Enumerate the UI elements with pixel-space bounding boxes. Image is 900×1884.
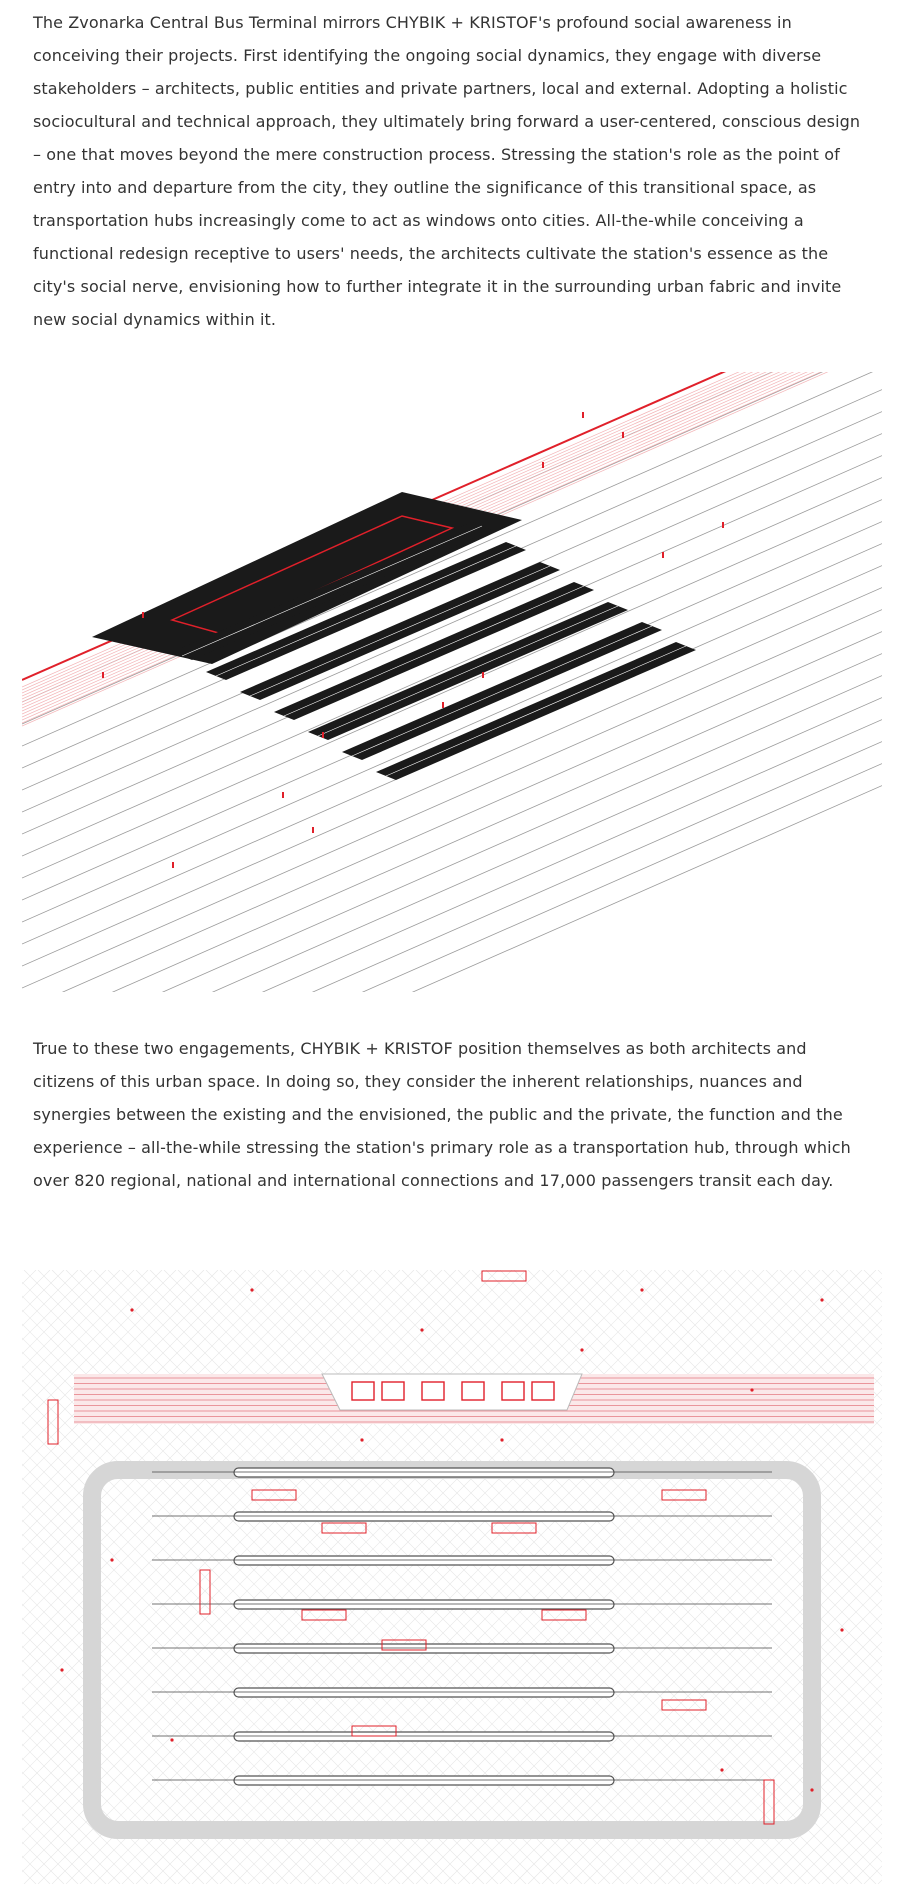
plan-hatch	[654, 1270, 882, 1884]
plan-hatch	[22, 1270, 428, 1884]
plan-dot	[420, 1328, 423, 1331]
plan-platform	[234, 1688, 614, 1697]
plan-hatch	[22, 1270, 134, 1884]
plan-dot	[110, 1558, 113, 1561]
plan-hatch	[500, 1270, 882, 1884]
plan-hatch	[22, 1270, 414, 1884]
axo-road-line	[22, 786, 882, 992]
plan-hatch	[822, 1270, 882, 1884]
axo-marker	[622, 432, 624, 438]
plan-hatch	[22, 1270, 288, 1884]
plan-platform	[234, 1512, 614, 1521]
plan-hatch	[22, 1270, 36, 1884]
plan-hatch	[22, 1270, 36, 1884]
axo-platform-stripe	[318, 606, 618, 736]
axo-marker	[322, 732, 324, 738]
plan-hatch	[276, 1270, 882, 1884]
plan-hatch	[864, 1270, 882, 1884]
plan-hatch	[878, 1270, 882, 1884]
plan-dot	[130, 1308, 133, 1311]
plan-bus	[302, 1610, 346, 1620]
plan-hatch	[542, 1270, 882, 1884]
plan-platform	[234, 1644, 614, 1653]
plan-hatch	[766, 1270, 882, 1884]
plan-hatch	[22, 1270, 596, 1884]
axo-road-line	[22, 764, 882, 992]
axonometric-drawing	[22, 372, 882, 992]
plan-hatch	[318, 1270, 882, 1884]
plan-hatch	[822, 1270, 882, 1884]
plan-dot	[820, 1298, 823, 1301]
plan-bus	[322, 1523, 366, 1533]
axo-marker	[282, 792, 284, 798]
plan-hatch	[22, 1270, 190, 1884]
plan-hatch	[346, 1270, 882, 1884]
axo-marker	[482, 672, 484, 678]
plan-hatch	[346, 1270, 882, 1884]
plan-hatch	[556, 1270, 882, 1884]
plan-hatch	[332, 1270, 882, 1884]
plan-hatch	[528, 1270, 882, 1884]
axo-marker	[722, 522, 724, 528]
plan-dot	[170, 1738, 173, 1741]
plan-hatch	[22, 1270, 596, 1884]
axo-road-line	[22, 372, 882, 746]
plan-hatch	[682, 1270, 882, 1884]
plan-hatch	[612, 1270, 882, 1884]
plan-hatch	[304, 1270, 882, 1884]
plan-dot	[250, 1288, 253, 1291]
site-plan-drawing	[22, 1270, 882, 1884]
site-plan-svg	[22, 1270, 882, 1884]
plan-hatch	[22, 1270, 288, 1884]
article-paragraph-2: True to these two engagements, CHYBIK + KRISTOF position themselves as both architects and citizens of this urban space. In doing so, they consider the inherent relationships, nuances and synergies between the existing and the envisioned, the public and the private, the function and the experience – all-the-while stressing the station's primary role as a transportation hub, through which over 820 regional, national and international connections and 17,000 passengers transit each day.	[33, 1039, 851, 1190]
plan-dot	[580, 1348, 583, 1351]
plan-hatch	[304, 1270, 882, 1884]
plan-hatch	[836, 1270, 882, 1884]
plan-hatch	[528, 1270, 882, 1884]
plan-hatch	[710, 1270, 882, 1884]
plan-hatch	[22, 1270, 568, 1884]
plan-hatch	[22, 1270, 302, 1884]
plan-hatch	[22, 1270, 428, 1884]
article-paragraph-1: The Zvonarka Central Bus Terminal mirrors CHYBIK + KRISTOF's profound social awareness in conceiving their projects. First identifying the ongoing social dynamics, they engage with diverse stakeholders – architects, public entities and private partners, local and external. Adopting a holistic sociocultural and technical approach, they ultimately bring forward a user-centered, conscious design – one that moves beyond the mere construction process. Stressing the station's role as the point of entry into and departure from the city, they outline the significance of this transitional space, as transportation hubs increasingly come to act as windows onto cities. All-the-while conceiving a functional redesign receptive to users' needs, the architects cultivate the station's essence as the city's social nerve, envisioning how to further integrate it in the surrounding urban fabric and invite new social dynamics within it.	[33, 13, 861, 329]
axo-marker	[542, 462, 544, 468]
plan-hatch	[584, 1270, 882, 1884]
plan-hatch	[22, 1270, 582, 1884]
plan-hatch	[486, 1270, 882, 1884]
plan-hatch	[878, 1270, 882, 1884]
plan-hatch	[682, 1270, 882, 1884]
plan-hatch	[318, 1270, 882, 1884]
plan-hatch	[22, 1270, 316, 1884]
plan-bus	[492, 1523, 536, 1533]
axo-marker	[662, 552, 664, 558]
plan-hatch	[780, 1270, 882, 1884]
axo-platform-stripe	[386, 646, 686, 776]
plan-platform	[234, 1556, 614, 1565]
plan-platform	[234, 1732, 614, 1741]
plan-dot	[840, 1628, 843, 1631]
plan-hatch	[626, 1270, 882, 1884]
plan-platform	[234, 1468, 614, 1477]
axo-marker	[582, 412, 584, 418]
axo-marker	[102, 672, 104, 678]
axo-road-line	[22, 676, 882, 992]
plan-hatch	[500, 1270, 882, 1884]
axo-marker	[142, 612, 144, 618]
plan-hatch	[486, 1270, 882, 1884]
plan-hatch	[598, 1270, 882, 1884]
axo-road-line	[22, 500, 882, 878]
plan-platform	[234, 1600, 614, 1609]
plan-hatch	[22, 1270, 582, 1884]
plan-dot	[360, 1438, 363, 1441]
plan-hatch	[22, 1270, 568, 1884]
plan-hatch	[22, 1270, 134, 1884]
plan-hatch	[864, 1270, 882, 1884]
plan-hatch	[780, 1270, 882, 1884]
plan-dot	[640, 1288, 643, 1291]
plan-hatch	[654, 1270, 882, 1884]
plan-hatch	[612, 1270, 882, 1884]
plan-hatch	[710, 1270, 882, 1884]
plan-hatch	[584, 1270, 882, 1884]
plan-hatch	[598, 1270, 882, 1884]
plan-hatch	[276, 1270, 882, 1884]
axo-road-line	[22, 720, 882, 992]
plan-hatch	[22, 1270, 316, 1884]
axo-road-line	[22, 742, 882, 992]
plan-hatch	[766, 1270, 882, 1884]
plan-hatch	[626, 1270, 882, 1884]
plan-dot	[750, 1388, 753, 1391]
plan-terminal-building	[322, 1374, 582, 1410]
plan-hatch	[556, 1270, 882, 1884]
plan-hatch	[22, 1270, 414, 1884]
plan-dot	[720, 1768, 723, 1771]
plan-hatch	[332, 1270, 882, 1884]
axo-marker	[442, 702, 444, 708]
plan-dot	[810, 1788, 813, 1791]
plan-hatch	[22, 1270, 302, 1884]
plan-hatch	[836, 1270, 882, 1884]
axo-marker	[312, 827, 314, 833]
plan-hatch	[542, 1270, 882, 1884]
axonometric-svg	[22, 372, 882, 992]
plan-dot	[500, 1438, 503, 1441]
axo-marker	[172, 862, 174, 868]
plan-platform	[234, 1776, 614, 1785]
plan-hatch	[22, 1270, 190, 1884]
plan-dot	[60, 1668, 63, 1671]
